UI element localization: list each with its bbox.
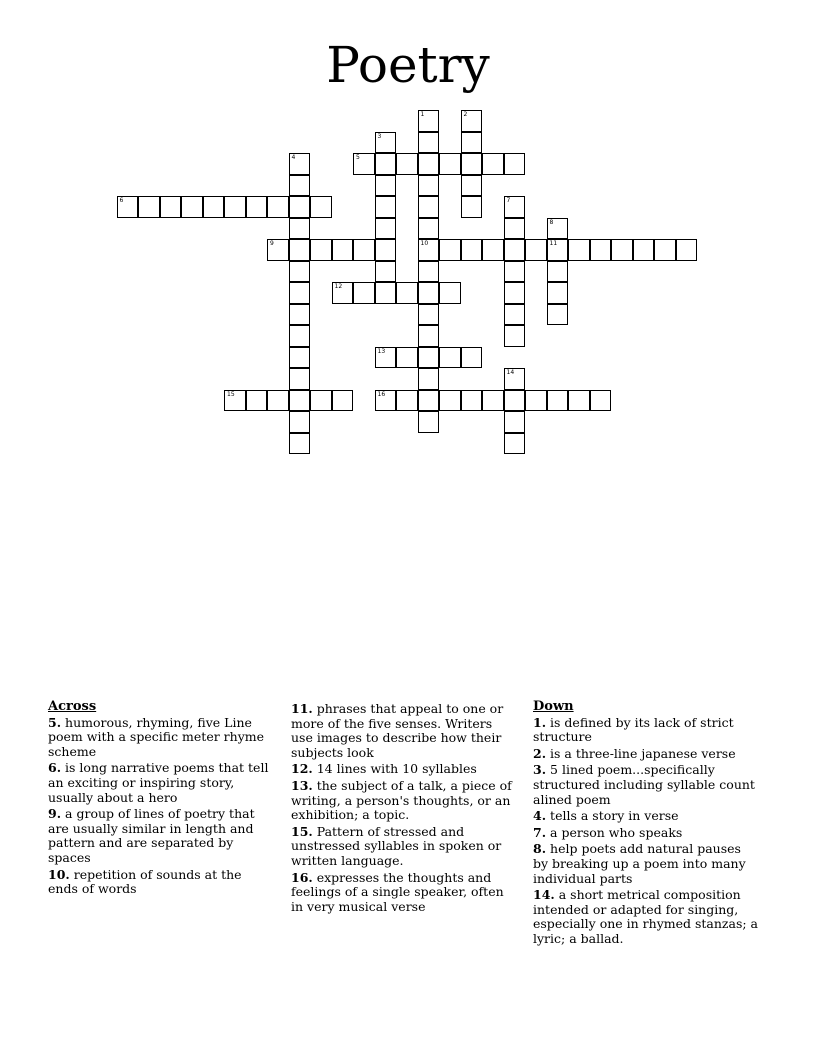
grid-cell[interactable] bbox=[289, 368, 311, 390]
grid-cell[interactable] bbox=[418, 282, 440, 304]
grid-cell[interactable] bbox=[504, 368, 526, 390]
grid-cell[interactable] bbox=[418, 132, 440, 154]
grid-cell[interactable] bbox=[289, 411, 311, 433]
clue-number: 7 bbox=[506, 197, 511, 204]
grid-cell[interactable] bbox=[547, 218, 569, 240]
grid-cell[interactable] bbox=[375, 132, 397, 154]
grid-cell[interactable] bbox=[246, 196, 268, 218]
grid-cell[interactable] bbox=[676, 239, 698, 261]
clue-down-3: 3. 5 lined poem...specifically structured including syllable count alined poem bbox=[533, 762, 755, 807]
clue-number: 14 bbox=[506, 369, 515, 376]
grid-cell[interactable] bbox=[267, 390, 289, 412]
grid-cell[interactable] bbox=[439, 390, 461, 412]
clue-across-11: 11. phrases that appeal to one or more of the five senses. Writers use images to describe how their subjects look bbox=[291, 701, 504, 760]
grid-cell[interactable] bbox=[504, 390, 526, 412]
grid-cell[interactable] bbox=[439, 347, 461, 369]
grid-cell[interactable] bbox=[375, 282, 397, 304]
grid-cell[interactable] bbox=[568, 239, 590, 261]
across-clues-col-1 bbox=[48, 700, 274, 899]
grid-cell[interactable] bbox=[418, 368, 440, 390]
grid-cell[interactable] bbox=[289, 347, 311, 369]
clue-across-10: 10. repetition of sounds at the ends of words bbox=[48, 866, 242, 897]
grid-cell[interactable] bbox=[396, 390, 418, 412]
grid-cell[interactable] bbox=[461, 347, 483, 369]
grid-cell[interactable] bbox=[353, 153, 375, 175]
clue-number: 3 bbox=[377, 132, 382, 140]
grid-cell[interactable] bbox=[375, 218, 397, 240]
grid-cell[interactable] bbox=[138, 196, 160, 218]
grid-cell[interactable] bbox=[504, 153, 526, 175]
grid-cell[interactable] bbox=[461, 175, 483, 197]
clue-number: 1 bbox=[420, 111, 425, 118]
clue-across-16: 16. expresses the thoughts and feelings of a single speaker, often in very musical verse bbox=[291, 869, 504, 914]
grid-cell[interactable] bbox=[289, 153, 311, 175]
grid-cell[interactable] bbox=[418, 325, 440, 347]
grid-cell[interactable] bbox=[525, 390, 547, 412]
grid-cell[interactable] bbox=[375, 175, 397, 197]
clue-number: 16 bbox=[377, 390, 386, 398]
grid-cell[interactable] bbox=[289, 433, 311, 455]
across-clues-col-2 bbox=[291, 702, 517, 916]
clue-number: 2 bbox=[463, 111, 468, 118]
grid-cell[interactable] bbox=[611, 239, 633, 261]
grid-cell[interactable] bbox=[418, 218, 440, 240]
grid-cell[interactable] bbox=[504, 239, 526, 261]
grid-cell[interactable] bbox=[633, 239, 655, 261]
grid-cell[interactable] bbox=[289, 390, 311, 412]
grid-cell[interactable] bbox=[375, 347, 397, 369]
across-heading: Across bbox=[48, 699, 97, 714]
grid-cell[interactable] bbox=[267, 239, 289, 261]
grid-cell[interactable] bbox=[246, 390, 268, 412]
grid-cell[interactable] bbox=[289, 239, 311, 261]
clue-across-15: 15. Pattern of stressed and unstressed syllables in spoken or written language. bbox=[291, 823, 502, 868]
clue-number: 13 bbox=[377, 347, 386, 355]
grid-cell[interactable] bbox=[504, 411, 526, 433]
grid-cell[interactable] bbox=[547, 304, 569, 326]
grid-cell[interactable] bbox=[461, 110, 483, 132]
grid-cell[interactable] bbox=[203, 196, 225, 218]
clue-number: 11 bbox=[549, 240, 558, 247]
grid-cell[interactable] bbox=[461, 153, 483, 175]
grid-cell[interactable] bbox=[289, 304, 311, 326]
grid-cell[interactable] bbox=[375, 196, 397, 218]
grid-cell[interactable] bbox=[418, 261, 440, 283]
grid-cell[interactable] bbox=[332, 282, 354, 304]
clue-number: 9 bbox=[270, 240, 274, 247]
grid-cell[interactable] bbox=[654, 239, 676, 261]
grid-cell[interactable] bbox=[504, 282, 526, 304]
grid-cell[interactable] bbox=[504, 433, 526, 455]
grid-cell[interactable] bbox=[461, 196, 483, 218]
clue-down-14: 14. a short metrical composition intended or adapted for singing, especially one in rhymed stanzas; a lyric; a ballad. bbox=[533, 887, 759, 946]
grid-cell[interactable] bbox=[418, 153, 440, 175]
clue-across-5: 5. humorous, rhyming, five Line poem with a specific meter rhyme scheme bbox=[48, 714, 265, 759]
grid-cell[interactable] bbox=[224, 390, 246, 412]
page-title: Poetry bbox=[326, 36, 490, 94]
grid-cell[interactable] bbox=[461, 390, 483, 412]
grid-cell[interactable] bbox=[418, 304, 440, 326]
grid-cell[interactable] bbox=[547, 261, 569, 283]
grid-cell[interactable] bbox=[439, 239, 461, 261]
clue-number: 15 bbox=[227, 390, 235, 398]
clue-across-6: 6. is long narrative poems that tell an exciting or inspiring story, usually about a hero bbox=[48, 760, 269, 805]
grid-cell[interactable] bbox=[418, 347, 440, 369]
grid-cell[interactable] bbox=[289, 218, 311, 240]
grid-cell[interactable] bbox=[547, 282, 569, 304]
grid-cell[interactable] bbox=[482, 239, 504, 261]
clue-down-1: 1. is defined by its lack of strict structure bbox=[533, 714, 734, 745]
grid-cell[interactable] bbox=[310, 390, 332, 412]
clue-number: 8 bbox=[549, 218, 554, 226]
grid-cell[interactable] bbox=[289, 175, 311, 197]
clue-number: 5 bbox=[356, 154, 360, 161]
clue-down-7: 7. a person who speaks bbox=[533, 824, 683, 840]
grid-cell[interactable] bbox=[224, 196, 246, 218]
grid-cell[interactable] bbox=[525, 239, 547, 261]
grid-cell[interactable] bbox=[482, 390, 504, 412]
grid-cell[interactable] bbox=[289, 325, 311, 347]
grid-cell[interactable] bbox=[289, 282, 311, 304]
grid-cell[interactable] bbox=[461, 132, 483, 154]
grid-cell[interactable] bbox=[418, 390, 440, 412]
grid-cell[interactable] bbox=[375, 390, 397, 412]
grid-cell[interactable] bbox=[461, 239, 483, 261]
clue-number: 12 bbox=[334, 283, 343, 290]
grid-cell[interactable] bbox=[547, 390, 569, 412]
grid-cell[interactable] bbox=[332, 390, 354, 412]
grid-cell[interactable] bbox=[504, 304, 526, 326]
grid-cell[interactable] bbox=[160, 196, 182, 218]
grid-cell[interactable] bbox=[181, 196, 203, 218]
grid-cell[interactable] bbox=[396, 347, 418, 369]
grid-cell[interactable] bbox=[396, 282, 418, 304]
clue-number: 4 bbox=[291, 154, 296, 161]
grid-cell[interactable] bbox=[289, 261, 311, 283]
grid-cell[interactable] bbox=[590, 390, 612, 412]
grid-cell[interactable] bbox=[267, 196, 289, 218]
grid-cell[interactable] bbox=[117, 196, 139, 218]
grid-cell[interactable] bbox=[353, 239, 375, 261]
grid-cell[interactable] bbox=[375, 261, 397, 283]
grid-cell[interactable] bbox=[375, 239, 397, 261]
grid-cell[interactable] bbox=[418, 196, 440, 218]
grid-cell[interactable] bbox=[439, 153, 461, 175]
grid-cell[interactable] bbox=[439, 282, 461, 304]
grid-cell[interactable] bbox=[375, 153, 397, 175]
grid-cell[interactable] bbox=[547, 239, 569, 261]
clue-number: 10 bbox=[420, 240, 429, 247]
grid-cell[interactable] bbox=[482, 153, 504, 175]
grid-cell[interactable] bbox=[289, 196, 311, 218]
crossword-grid bbox=[0, 0, 816, 470]
grid-cell[interactable] bbox=[504, 218, 526, 240]
grid-cell[interactable] bbox=[418, 110, 440, 132]
clue-number: 6 bbox=[119, 197, 124, 204]
grid-cell[interactable] bbox=[504, 325, 526, 347]
clue-across-13: 13. the subject of a talk, a piece of writing, a person's thoughts, or an exhibition; a topic. bbox=[291, 777, 512, 823]
grid-cell[interactable] bbox=[418, 175, 440, 197]
grid-cell[interactable] bbox=[590, 239, 612, 261]
clue-down-4: 4. tells a story in verse bbox=[533, 808, 679, 824]
grid-cell[interactable] bbox=[353, 282, 375, 304]
clue-down-8: 8. help poets add natural pauses by breaking up a poem into many individual parts bbox=[533, 841, 746, 886]
grid-cell[interactable] bbox=[418, 239, 440, 261]
grid-cell[interactable] bbox=[310, 239, 332, 261]
grid-cell[interactable] bbox=[332, 239, 354, 261]
down-clues bbox=[533, 700, 759, 949]
grid-cell[interactable] bbox=[504, 261, 526, 283]
grid-cell[interactable] bbox=[310, 196, 332, 218]
grid-cell[interactable] bbox=[418, 411, 440, 433]
grid-cell[interactable] bbox=[568, 390, 590, 412]
clue-down-2: 2. is a three-line japanese verse bbox=[533, 745, 736, 761]
clue-across-12: 12. 14 lines with 10 syllables bbox=[291, 761, 477, 777]
down-heading: Down bbox=[533, 699, 574, 714]
clue-across-9: 9. a group of lines of poetry that are usually similar in length and pattern and are separated by spaces bbox=[48, 806, 255, 865]
grid-cell[interactable] bbox=[504, 196, 526, 218]
grid-cell[interactable] bbox=[396, 153, 418, 175]
